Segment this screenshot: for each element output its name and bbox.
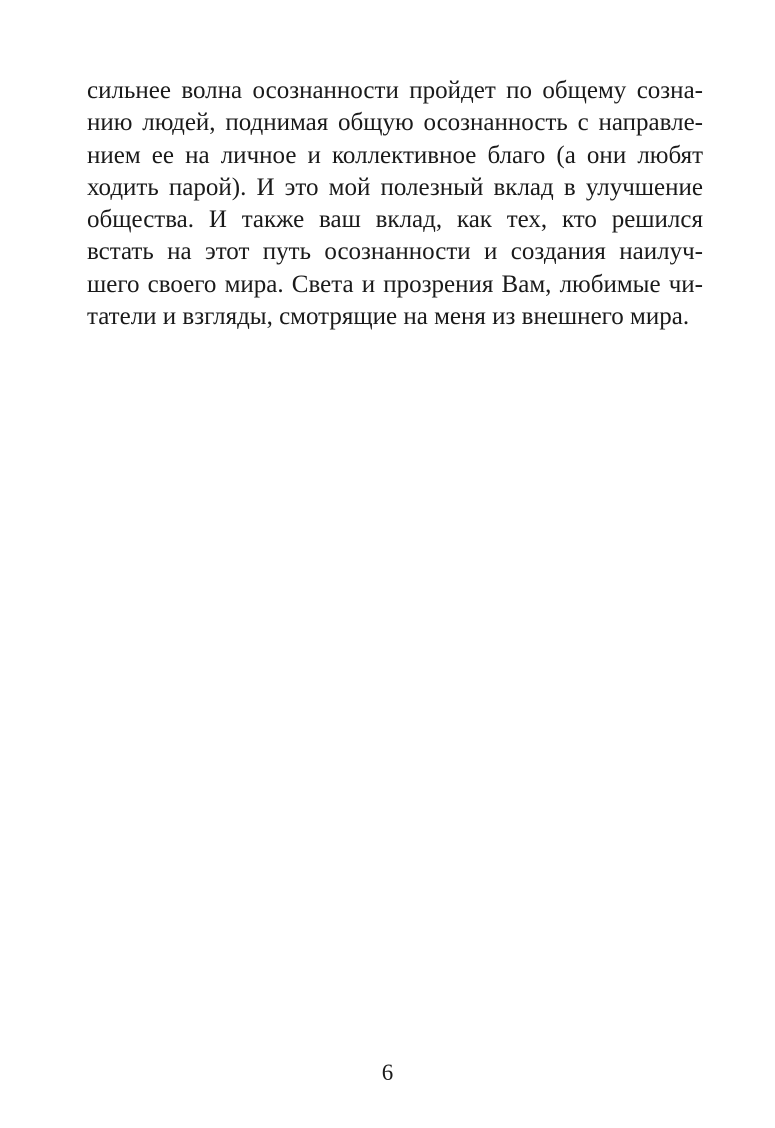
text-line: нию людей, поднимая общую осознанность с направле- [87, 109, 703, 137]
page-number: 6 [381, 1060, 394, 1085]
text-line: сильнее волна осознанности пройдет по общему созна- [87, 77, 703, 104]
text-line: ходить парой). И это мой полезный вклад в улучшение [87, 173, 703, 201]
body-paragraph [87, 75, 703, 333]
text-line: нием ее на личное и коллективное благо (а они любят [87, 141, 703, 169]
text-line: встать на этот путь осознанности и создания наилуч- [87, 238, 703, 266]
text-line: шего своего мира. Света и прозрения Вам, любимые чи- [87, 270, 703, 298]
text-line: татели и взгляды, смотрящие на меня из внешнего мира. [87, 303, 690, 331]
text-line: общества. И также ваш вклад, как тех, кто решился [87, 206, 703, 234]
